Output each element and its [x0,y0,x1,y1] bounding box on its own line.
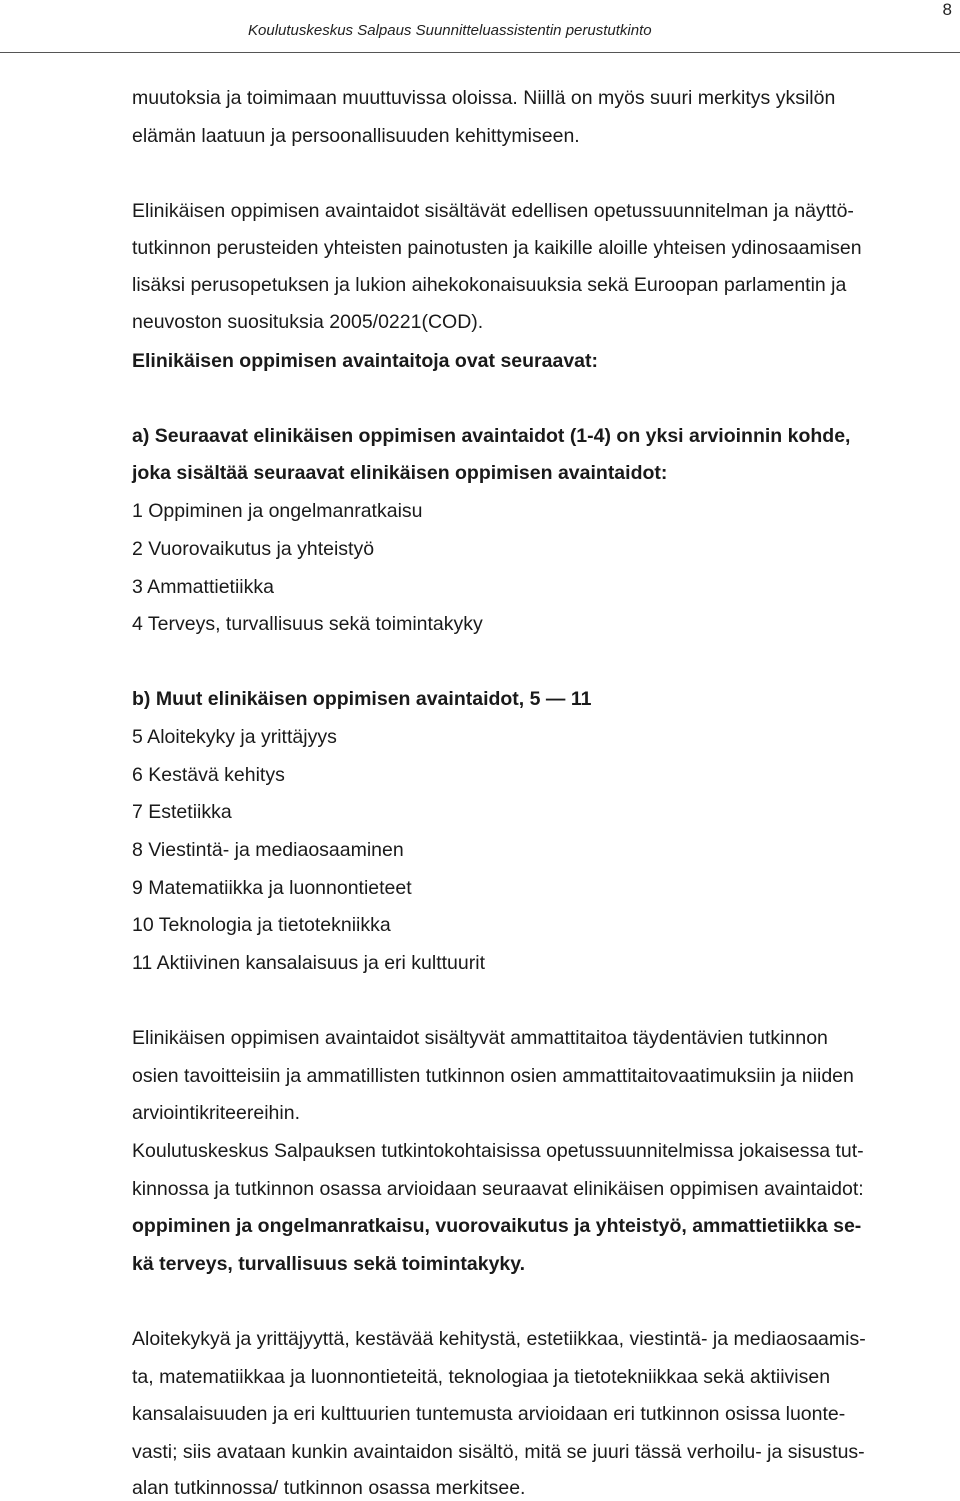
list-item: 2 Vuorovaikutus ja yhteistyö [132,538,375,560]
paragraph-line: osien tavoitteisiin ja ammatillisten tutkinnon osien ammattitaitovaatimuksiin ja niiden [132,1065,854,1087]
section-a-heading: joka sisältää seuraavat elinikäisen oppimisen avaintaidot: [132,462,668,484]
paragraph-line: alan tutkinnossa/ tutkinnon osassa merkitsee. [132,1477,526,1499]
paragraph-line-bold: kä terveys, turvallisuus sekä toimintakyky. [132,1253,526,1275]
list-item: 6 Kestävä kehitys [132,764,285,786]
section-a-heading: a) Seuraavat elinikäisen oppimisen avaintaidot (1-4) on yksi arvioinnin kohde, [132,425,851,447]
header-title: Koulutuskeskus Salpaus Suunnitteluassistentin perustutkinto [248,22,652,39]
list-item: 4 Terveys, turvallisuus sekä toimintakyky [132,613,483,635]
list-item: 3 Ammattietiikka [132,576,274,598]
list-item: 9 Matematiikka ja luonnontieteet [132,877,412,899]
paragraph-line: ta, matematiikkaa ja luonnontieteitä, teknologiaa ja tietotekniikkaa sekä aktiivisen [132,1366,831,1388]
paragraph-line: Koulutuskeskus Salpauksen tutkintokohtaisissa opetussuunnitelmissa jokaisessa tut- [132,1140,864,1162]
paragraph-line: kinnossa ja tutkinnon osassa arvioidaan seuraavat elinikäisen oppimisen avaintaidot: [132,1178,864,1200]
list-item: 11 Aktiivinen kansalaisuus ja eri kulttuurit [132,952,485,974]
header-rule [0,52,960,53]
paragraph-line: arviointikriteereihin. [132,1102,300,1124]
paragraph-line: Aloitekykyä ja yrittäjyyttä, kestävää kehitystä, estetiikkaa, viestintä- ja mediaosaamis- [132,1328,866,1350]
paragraph-line: elämän laatuun ja persoonallisuuden kehittymiseen. [132,125,580,147]
page-number: 8 [942,0,952,19]
paragraph-line-bold: oppiminen ja ongelmanratkaisu, vuorovaikutus ja yhteistyö, ammattietiikka se- [132,1215,862,1237]
list-item: 10 Teknologia ja tietotekniikka [132,914,391,936]
paragraph-line: lisäksi perusopetuksen ja lukion aihekokonaisuuksia sekä Euroopan parlamentin ja [132,274,847,296]
list-item: 5 Aloitekyky ja yrittäjyys [132,726,337,748]
paragraph-line: Elinikäisen oppimisen avaintaidot sisältävät edellisen opetussuunnitelman ja näyttö- [132,200,854,222]
list-item: 8 Viestintä- ja mediaosaaminen [132,839,404,861]
list-item: 7 Estetiikka [132,801,232,823]
list-item: 1 Oppiminen ja ongelmanratkaisu [132,500,423,522]
section-b-heading: b) Muut elinikäisen oppimisen avaintaidot, 5 — 11 [132,688,592,710]
page-header [0,0,960,54]
paragraph-line: vasti; siis avataan kunkin avaintaidon sisältö, mitä se juuri tässä verhoilu- ja sisustus- [132,1441,865,1463]
paragraph-line: kansalaisuuden ja eri kulttuurien tuntemusta arvioidaan eri tutkinnon osissa luonte- [132,1403,846,1425]
paragraph-line: Elinikäisen oppimisen avaintaidot sisältyvät ammattitaitoa täydentävien tutkinnon [132,1027,828,1049]
paragraph-line: muutoksia ja toimimaan muuttuvissa oloissa. Niillä on myös suuri merkitys yksilön [132,87,836,109]
paragraph-line: neuvoston suosituksia 2005/0221(COD). [132,311,484,333]
paragraph-line: tutkinnon perusteiden yhteisten painotusten ja kaikille aloille yhteisen ydinosaamisen [132,237,862,259]
section-heading: Elinikäisen oppimisen avaintaitoja ovat seuraavat: [132,350,599,372]
